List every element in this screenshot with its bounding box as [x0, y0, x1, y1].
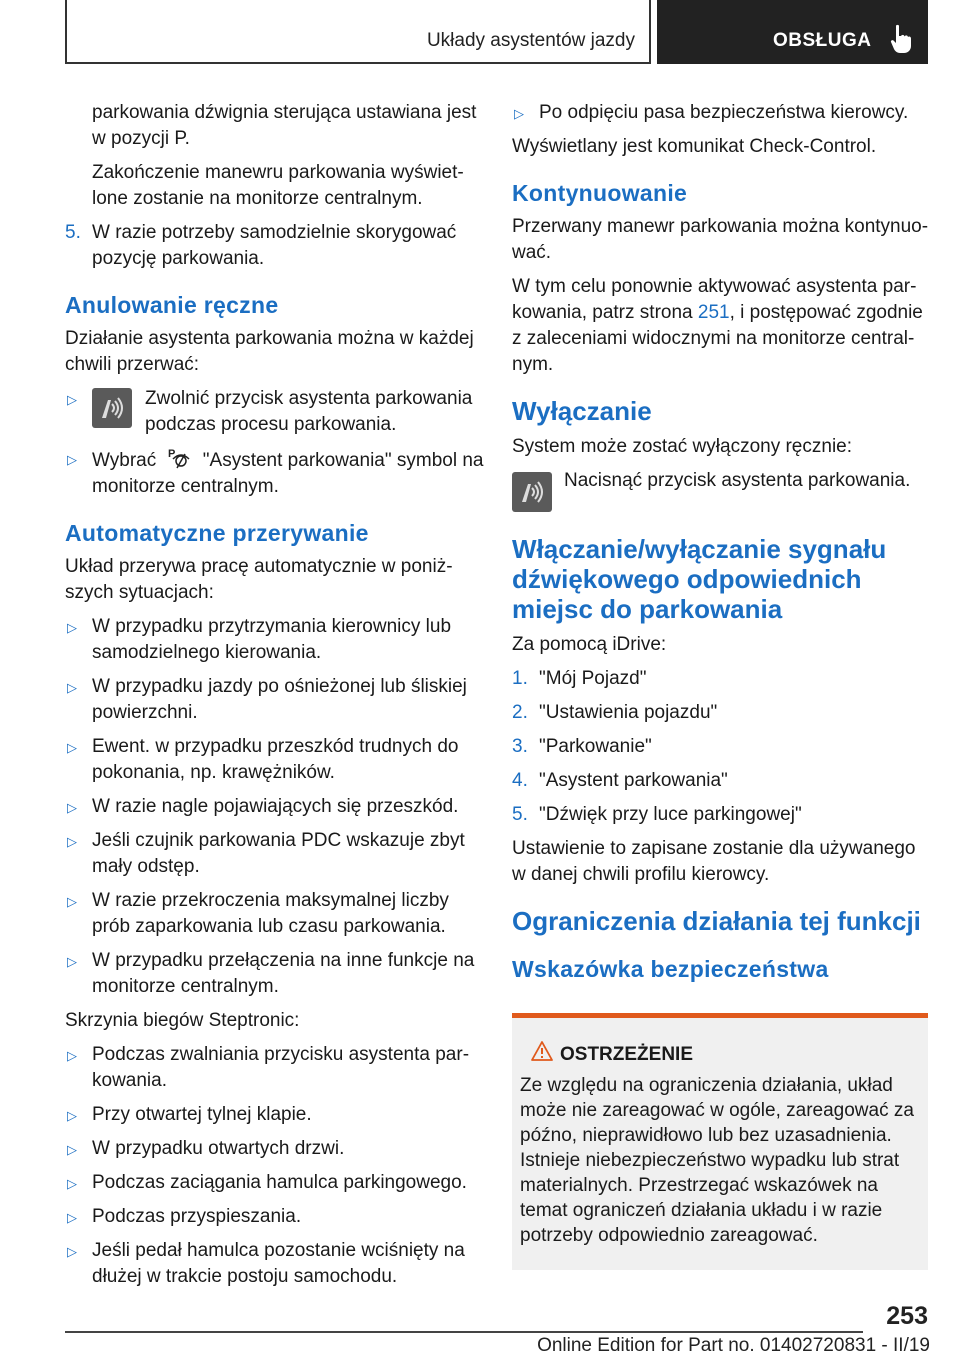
list-item-text: Jeśli czujnik parkowania PDC wskazuje zbyt mały odstęp.	[92, 830, 465, 877]
bullet-triangle-icon: ▷	[67, 834, 77, 849]
heading-switch-off: Wyłączanie	[512, 396, 652, 426]
list-item-text: Podczas zwalniania przycisku asystenta parkowania.	[92, 1044, 470, 1091]
section-title: Układy asystentów jazdy	[426, 30, 635, 51]
warning-box	[512, 1013, 928, 1270]
parking-assistant-button-icon	[92, 388, 132, 428]
footer-edition: Online Edition for Part no. 01402720831 - II/19	[537, 1335, 930, 1356]
step-number: 2.	[512, 702, 528, 723]
list-item-text: W przypadku przełączenia na inne funkcje na monitorze centralnym.	[92, 950, 475, 997]
bullet-triangle-icon: ▷	[67, 1244, 77, 1259]
heading-manual-cancel: Anulowanie ręczne	[65, 292, 279, 318]
left-column	[65, 100, 485, 1298]
hand-pointer-icon	[890, 24, 912, 54]
switch-off-step	[512, 468, 930, 516]
list-item	[65, 1204, 485, 1230]
step-number: 1.	[512, 668, 528, 689]
list-item-text: Jeśli pedał hamulca pozostanie wciśnięty na dłużej w trakcie postoju samochodu.	[92, 1240, 465, 1287]
list-item	[512, 100, 930, 126]
step-text: "Ustawienia pojazdu"	[539, 702, 718, 723]
chapter-tab	[657, 0, 928, 64]
page-number: 253	[886, 1302, 928, 1330]
continue-paragraph: Przerwany manewr parkowania można kontynuować.	[512, 216, 929, 263]
svg-text:P: P	[167, 448, 175, 460]
right-column	[512, 100, 930, 990]
step-item	[512, 768, 930, 794]
manual-intro: Działanie asystenta parkowania można w każdej chwili przerwać:	[65, 328, 474, 375]
list-item	[65, 948, 485, 1000]
step-text: "Asystent parkowania"	[539, 770, 728, 791]
list-item	[65, 1042, 485, 1094]
list-item	[65, 1136, 485, 1162]
footer-divider	[65, 1331, 863, 1333]
bullet-triangle-icon: ▷	[67, 1142, 77, 1157]
page-link[interactable]: 251	[697, 302, 730, 323]
list-item	[65, 1238, 485, 1290]
step-item	[512, 700, 930, 726]
step-text: "Dźwięk przy luce parkingowej"	[539, 804, 802, 825]
parking-assistant-symbol-icon	[166, 446, 194, 470]
list-item-text: Zwolnić przycisk asystenta parkowania podczas procesu parkowania.	[145, 388, 473, 435]
steptronic-intro: Skrzynia biegów Steptronic:	[65, 1010, 300, 1031]
list-item	[65, 386, 485, 438]
bullet-triangle-icon: ▷	[67, 1210, 77, 1225]
paragraph-text: W tym celu ponownie aktywować asystenta parkowania, patrz strona	[512, 276, 917, 323]
list-item	[65, 674, 485, 726]
step-item	[512, 734, 930, 760]
list-item-text: W razie nagle pojawiających się przeszkód.	[92, 796, 459, 817]
list-item-text: Wybrać	[92, 450, 157, 471]
warning-title-text: OSTRZEŻENIE	[560, 1044, 694, 1065]
bullet-triangle-icon: ▷	[67, 740, 77, 755]
bullet-triangle-icon: ▷	[67, 1108, 77, 1123]
step-number: 5.	[512, 804, 528, 825]
bullet-triangle-icon: ▷	[67, 1176, 77, 1191]
chapter-title: OBSŁUGA	[773, 30, 872, 51]
list-item-text: W przypadku przytrzymania kierownicy lub samodzielnego kierowania.	[92, 616, 452, 663]
list-item	[65, 1102, 485, 1128]
list-item	[65, 1170, 485, 1196]
list-item	[65, 734, 485, 786]
list-item-text: Przy otwartej tylnej klapie.	[92, 1104, 312, 1125]
bullet-triangle-icon: ▷	[514, 106, 524, 121]
heading-limits: Ograniczenia działania tej funkcji	[512, 906, 921, 936]
sound-intro: Za pomocą iDrive:	[512, 634, 667, 655]
bullet-triangle-icon: ▷	[67, 894, 77, 909]
step-number: 5.	[65, 222, 81, 243]
list-item-text: W przypadku jazdy po ośnieżonej lub śliskiej powierzchni.	[92, 676, 467, 723]
step-item	[512, 666, 930, 692]
step-text: Nacisnąć przycisk asystenta parkowania.	[564, 470, 911, 491]
list-item	[65, 614, 485, 666]
bullet-triangle-icon: ▷	[67, 620, 77, 635]
warning-title	[520, 1042, 920, 1067]
step-text: "Parkowanie"	[539, 736, 652, 757]
bullet-triangle-icon: ▷	[67, 800, 77, 815]
completion-paragraph: Zakończenie manewru parkowania wyświetlone zostanie na monitorze centralnym.	[92, 162, 464, 209]
list-item-text: Po odpięciu pasa bezpieczeństwa kierowcy.	[539, 102, 909, 123]
list-item-text: Podczas przyspieszania.	[92, 1206, 302, 1227]
list-item-text: W razie przekroczenia maksymalnej liczby prób zaparkowania lub czasu parkowania.	[92, 890, 449, 937]
bullet-triangle-icon: ▷	[67, 680, 77, 695]
list-item	[65, 888, 485, 940]
warning-text: Ze względu na ograniczenia działania, układ może nie zareagować w ogóle, zareagować za późno, nieprawidłowo lub bez uzasadnienia. Istnieje niebezpieczeństwo wypadku lub strat materialnych. Przestrzegać wskazówek na temat ograniczeń działania układu i w razie potrzeby odpowiednio zareagować.	[520, 1075, 914, 1246]
switch-off-intro: System może zostać wyłączony ręcznie:	[512, 436, 853, 457]
step-number: 4.	[512, 770, 528, 791]
list-item-text: Podczas zaciągania hamulca parkingowego.	[92, 1172, 467, 1193]
auto-intro: Układ przerywa pracę automatycznie w poniższych sytuacjach:	[65, 556, 453, 603]
section-tab	[65, 0, 651, 64]
list-item	[65, 828, 485, 880]
list-item	[65, 446, 485, 500]
continued-paragraph: parkowania dźwignia sterująca ustawiana jest w pozycji P.	[92, 102, 477, 149]
step-text: "Mój Pojazd"	[539, 668, 647, 689]
continue-reference-paragraph	[512, 274, 930, 378]
bullet-triangle-icon: ▷	[67, 392, 77, 407]
paragraph-text: , i postępować zgodnie z zaleceniami widocznymi na monitorze centralnym.	[512, 302, 923, 375]
list-item-text: W przypadku otwartych drzwi.	[92, 1138, 345, 1159]
bullet-triangle-icon: ▷	[67, 954, 77, 969]
list-item-text: "Asystent parkowania" symbol na monitorze centralnym.	[92, 450, 484, 497]
heading-auto-interrupt: Automatyczne przerywanie	[65, 520, 369, 546]
parking-assistant-button-icon	[512, 472, 552, 512]
warning-triangle-icon	[530, 1040, 554, 1062]
heading-safety-note: Wskazówka bezpieczeństwa	[512, 956, 829, 982]
bullet-triangle-icon: ▷	[67, 452, 77, 467]
sound-note: Ustawienie to zapisane zostanie dla używanego w danej chwili profilu kierowcy.	[512, 838, 916, 885]
step-text: W razie potrzeby samodzielnie skorygować pozycję parkowania.	[92, 222, 457, 269]
heading-continue: Kontynuowanie	[512, 180, 688, 206]
page-header	[65, 0, 928, 64]
list-item-text: Ewent. w przypadku przeszkód trudnych do pokonania, np. krawężników.	[92, 736, 459, 783]
list-item	[65, 794, 485, 820]
checkcontrol-paragraph: Wyświetlany jest komunikat Check-Control.	[512, 136, 877, 157]
step-item	[512, 802, 930, 828]
step-item	[65, 220, 485, 272]
heading-sound-signal: Włączanie/wyłączanie sygnału dźwiękowego odpowiednich miejsc do parkowania	[512, 534, 887, 624]
step-number: 3.	[512, 736, 528, 757]
bullet-triangle-icon: ▷	[67, 1048, 77, 1063]
